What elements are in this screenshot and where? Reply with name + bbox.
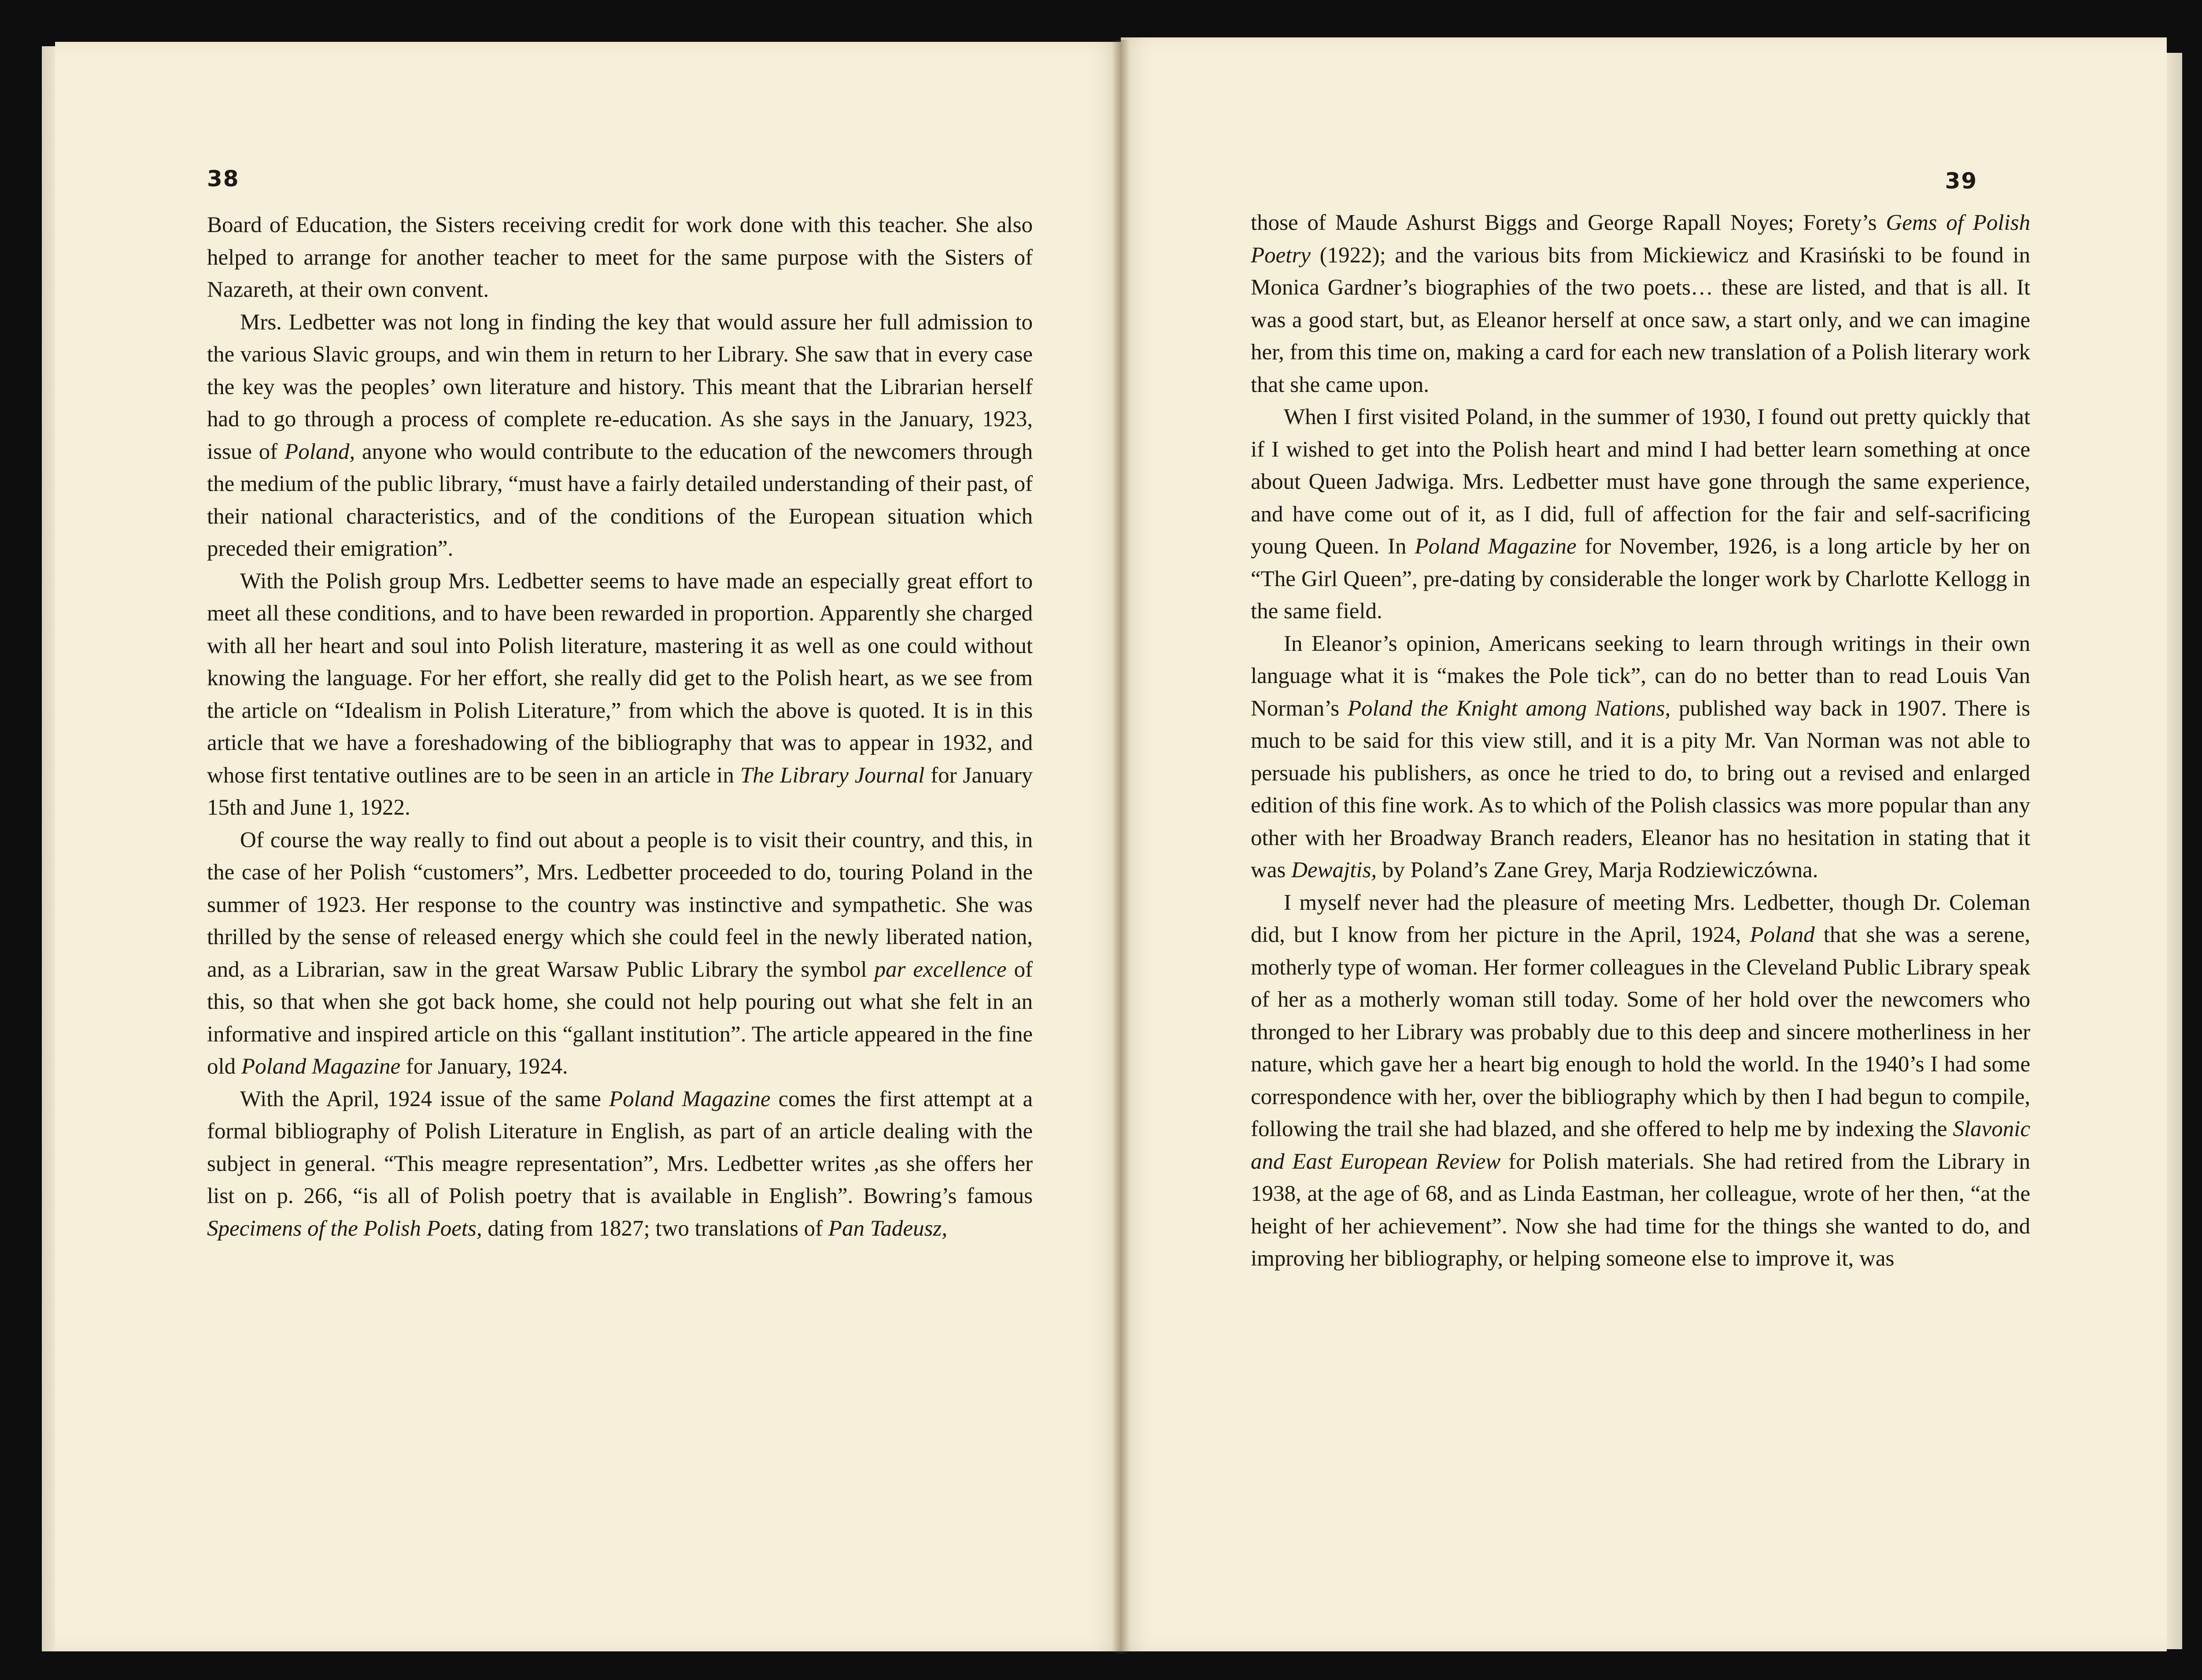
italic-title: Gems of Polish Poetry (1251, 210, 2030, 268)
left-page (55, 42, 1121, 1651)
paragraph (1251, 887, 2030, 1275)
paragraph (207, 1083, 1033, 1245)
italic-title: Poland Magazine (609, 1086, 771, 1111)
italic-title: Dewajtis, (1291, 858, 1377, 882)
italic-title: Poland Magazine (241, 1054, 401, 1079)
text-run: anyone who would contribute to the education of the newcomers through the medium of the public library, “must have a fairly detailed understanding of their past, of their national characteristics, and of the conditions of the European situation which preceded their emigration”. (207, 439, 1033, 561)
paragraph (207, 209, 1033, 306)
right-page (1121, 37, 2167, 1651)
text-run: for Polish materials. She had retired from the Library in 1938, at the age of 68, and as Linda Eastman, her colleague, wrote of her then, “at the height of her achievement”. Now she had time for the things she wanted to do, and improving her bibliography, or helping someone else to improve it, was (1251, 1149, 2030, 1271)
text-run: With the April, 1924 issue of the same (240, 1086, 609, 1111)
italic-title: Slavonic and East European Review (1251, 1117, 2030, 1174)
italic-title: Poland the Knight among Nations, (1347, 696, 1671, 721)
paragraph (1251, 401, 2030, 628)
text-run: Of course the way really to find out about a people is to visit their country, and this, in the case of her Polish “customers”, Mrs. Ledbetter proceeded to do, touring Poland in the summer of 1923. Her response to the country was instinctive and sympathetic. She was thrilled by the sense of released energy which she could feel in the newly liberated nation, and, as a Librarian, saw in the great Warsaw Public Library the symbol (207, 827, 1033, 982)
italic-title: Specimens of the Polish Poets, (207, 1216, 482, 1241)
italic-title: Poland Magazine (1415, 534, 1577, 559)
text-run: (1922); and the various bits from Mickiewicz and Krasiński to be found in Monica Gardner’s biographies of the two poets… these are listed, and that is all. It was a good start, but, as Eleanor herself at once saw, a start only, and we can imagine her, from this time on, making a card for each new translation of a Polish literary work that she came upon. (1251, 243, 2030, 397)
text-run: by Poland’s Zane Grey, Marja Rodziewiczówna. (1377, 858, 1818, 882)
right-page-body (1251, 207, 2030, 1275)
text-run: published way back in 1907. There is much to be said for this view still, and it is a pity Mr. Van Norman was not able to persuade his publishers, as once he tried to do, to bring out a revised and enlarged edition of this fine work. As to which of the Polish classics was more popular than any other with her Broadway Branch readers, Eleanor has no hesitation in stating that it was (1251, 696, 2030, 882)
paragraph (207, 824, 1033, 1083)
text-run: With the Polish group Mrs. Ledbetter seems to have made an especially great effort to meet all these conditions, and to have been rewarded in proportion. Apparently she charged with all her heart and soul into Polish literature, mastering it as well as one could without knowing the language. For her effort, she really did get to the Polish heart, as we see from the article on “Idealism in Polish Literature,” from which the above is quoted. It is in this article that we have a foreshadowing of the bibliography that was to appear in 1932, and whose first tentative outlines are to be seen in an article in (207, 569, 1033, 788)
right-page-edges (2165, 53, 2182, 1649)
italic-title: Pan Tadeusz, (828, 1216, 947, 1241)
text-run: that she was a serene, motherly type of woman. Her former colleagues in the Cleveland Public Library speak of her as a motherly woman still today. Some of her hold over the newcomers who thronged to her Library was probably due to this deep and sincere motherliness in her nature, which gave her a heart big enough to hold the world. In the 1940’s I had some correspondence with her, over the bibliography which by then I had begun to compile, following the trail she had blazed, and she offered to help me by indexing the (1251, 923, 2030, 1141)
text-run: I myself never had the pleasure of meeting Mrs. Ledbetter, though Dr. Coleman did, but I know from her picture in the April, 1924, (1251, 890, 2030, 947)
paragraph (1251, 628, 2030, 887)
text-run: for January 15th and June 1, 1922. (207, 763, 1033, 820)
paragraph (207, 565, 1033, 824)
text-run: Mrs. Ledbetter was not long in finding the key that would assure her full admission to the various Slavic groups, and win them in return to her Library. She saw that in every case the key was the peoples’ own literature and history. This meant that the Librarian herself had to go through a process of complete re-education. As she says in the January, 1923, issue of (207, 310, 1033, 464)
italic-title: The Library Journal (740, 763, 925, 788)
italic-title: par excellence (874, 957, 1007, 982)
text-run: In Eleanor’s opinion, Americans seeking to learn through writings in their own language what it is “makes the Pole tick”, can do no better than to read Louis Van Norman’s (1251, 631, 2030, 721)
italic-title: Poland (1750, 923, 1815, 947)
text-run: for January, 1924. (400, 1054, 568, 1079)
text-run: for November, 1926, is a long article by her on “The Girl Queen”, pre-dating by considerable the longer work by Charlotte Kellogg in the same field. (1251, 534, 2030, 624)
left-page-body (207, 209, 1033, 1245)
text-run: dating from 1827; two translations of (482, 1216, 828, 1241)
paragraph (1251, 207, 2030, 401)
book-gutter (1112, 40, 1130, 1654)
text-run: those of Maude Ashurst Biggs and George Rapall Noyes; Forety’s (1251, 210, 1886, 235)
paragraph (207, 306, 1033, 565)
text-run: of this, so that when she got back home, she could not help pouring out what she felt in an informative and inspired article on this “gallant institution”. The article appeared in the fine old (207, 957, 1033, 1079)
page-number: 39 (1945, 168, 1977, 194)
page-number: 38 (207, 166, 240, 192)
text-run: Board of Education, the Sisters receiving credit for work done with this teacher. She also helped to arrange for another teacher to meet for the same purpose with the Sisters of Nazareth, at their own convent. (207, 213, 1033, 302)
text-run: comes the first attempt at a formal bibliography of Polish Literature in English, as part of an article dealing with the subject in general. “This meagre representation”, Mrs. Ledbetter writes ,as she offers her list on p. 266, “is all of Polish poetry that is available in English”. Bowring’s famous (207, 1086, 1033, 1208)
text-run: When I first visited Poland, in the summer of 1930, I found out pretty quickly that if I wished to get into the Polish heart and mind I had better learn something at once about Queen Jadwiga. Mrs. Ledbetter must have gone through the same experience, and have come out of it, as I did, full of affection for the fair and self-sacrificing young Queen. In (1251, 405, 2030, 559)
italic-title: Poland, (284, 439, 355, 464)
